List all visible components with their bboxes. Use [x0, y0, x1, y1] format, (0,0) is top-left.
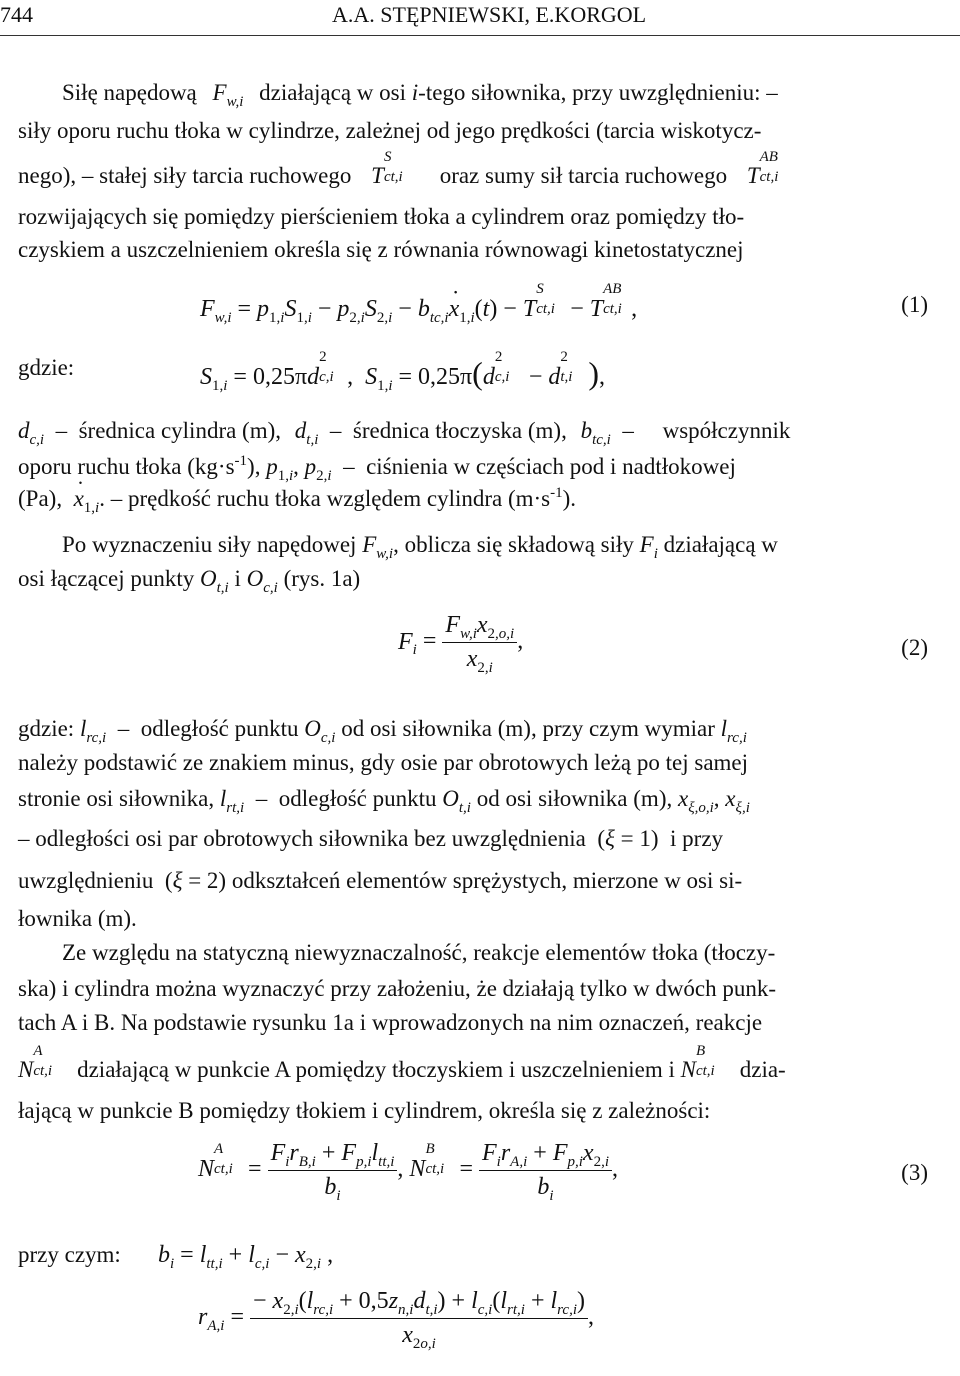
gdzie-label-1: gdzie: [18, 355, 75, 380]
equation-1: $F_{w,i} = p_{1,i}S_{1,i} - p_{2,i}S_{2,i} - b_{tc,i}x$ $˙_{1,i}(t) - T$ S ct,i − T AB ct,i , [200, 292, 637, 323]
defs2-line5: uwzględnieniu (ξ = 2) odkształceń elementów sprężystych, mierzone w osi si- [18, 868, 743, 893]
equation-1-areas: $S_{1,i} = 0,25\pi d$ 2 c,i , $S_{1,i} = 0,25\pi(d$ 2 c,i − d 2 t,i ), [200, 349, 606, 394]
equation-2-number: (2) [901, 635, 928, 660]
defs1-line1: $d_{c,i}$ – średnica cylindra (m), $d_{t,i}$ – średnica tłoczyska (m), $b_{tc,i}$ – współczynnik [18, 418, 791, 448]
defs1-line3: (Pa), x $˙_{1,i}$. – prędkość ruchu tłoka względem cylindra $(m\cdot s^{-1})$. [18, 486, 576, 512]
equation-3-b: $b_i = l_{tt,i} + l_{c,i} - x_{2,i}$ , [158, 1242, 334, 1272]
equation-3: N A ct,i = $\frac{F_ir_{B,i} + F_{p,i}l_{tt,i}}{b_i}$ , N B ct,i = $\frac{F_ir_{A,i} + F_{p,i}x_{2,i}}{b_i}$ , [198, 1140, 618, 1204]
header-rule [0, 35, 960, 36]
defs2-line3: stronie osi siłownika, $l_{rt,i}$ – odległość punktu $O_{t,i}$ od osi siłownika (m), $x_{\xi,o,i}$, $x_{\xi,i}$ [18, 786, 750, 816]
defs2-line4: – odległości osi par obrotowych siłownika bez uwzględnienia (ξ = 1) i przy [18, 826, 724, 851]
para1-line1: Siłę napędową $F_{w,i}$ działającą w osi i-tego siłownika, przy uwzględnieniu: – [62, 80, 778, 110]
para3-line5: łającą w punkcie B pomiędzy tłokiem i cylindrem, określa się z zależności: [18, 1098, 711, 1123]
running-header-authors: A.A. STĘPNIEWSKI, E.KORGOL [332, 2, 647, 27]
para1-line4: rozwijających się pomiędzy pierścieniem tłoka a cylindrem oraz pomiędzy tło- [18, 204, 745, 229]
equation-1-number: (1) [901, 292, 928, 317]
przy-czym-label: przy czym: [18, 1242, 121, 1267]
equation-2: $F_i$ = $\frac{F_{w,i}x_{2,o,i}}{x_{2,i}}$ , [398, 612, 524, 676]
page-number: 744 [0, 2, 33, 27]
para3-line1: Ze względu na statyczną niewyznaczalność, reakcje elementów tłoka (tłoczy- [62, 940, 776, 965]
equation-3-number: (3) [901, 1160, 928, 1185]
defs2-line6: łownika (m). [18, 906, 137, 931]
para2-line1: Po wyznaczeniu siły napędowej $F_{w,i}$, oblicza się składową siły $F_i$ działającą w [62, 532, 778, 562]
para1-line3: nego), – stałej siły tarcia ruchowego T S ct,i oraz sumy sił tarcia ruchowego T AB ct,i [18, 149, 779, 188]
defs2-line1: gdzie: $l_{rc,i}$ – odległość punktu $O_{c,i}$ od osi siłownika (m), przy czym wymiar $l_{rc,i}$ [18, 716, 747, 746]
para2-line2: osi łączącej punkty $O_{t,i}$ i $O_{c,i}$ (rys. 1a) [18, 566, 361, 596]
para1-line5: czyskiem a uszczelnieniem określa się z równania równowagi kinetostatycznej [18, 237, 744, 262]
defs1-line2: oporu ruchu tłoka $(kg\cdot s^{-1})$, $p_{1,i}$, $p_{2,i}$ – ciśnienia w częściach pod i nadtłokowej [18, 453, 736, 484]
para3-line3: tach A i B. Na podstawie rysunku 1a i wprowadzonych na nim oznaczeń, reakcje [18, 1010, 763, 1035]
defs2-line2: należy podstawić ze znakiem minus, gdy osie par obrotowych leżą po tej samej [18, 750, 749, 775]
para3-line4: N A ct,i działającą w punkcie A pomiędzy tłoczyskiem i uszczelnieniem i N B ct,i dzia- [18, 1043, 786, 1082]
para3-line2: ska) i cylindra można wyznaczyć przy założeniu, że działają tylko w dwóch punk- [18, 976, 777, 1001]
para1-line2: siły oporu ruchu tłoka w cylindrze, zależnej od jego prędkości (tarcia wiskotycz- [18, 118, 762, 143]
equation-3-r: $r_{A,i}$ = $\frac{- x_{2,i}(l_{rc,i} + 0,5z_{n,i}d_{t,i}) + l_{c,i}(l_{rt,i} + l_{rc,i})}{x_{2o,i}}$ , [198, 1288, 595, 1352]
